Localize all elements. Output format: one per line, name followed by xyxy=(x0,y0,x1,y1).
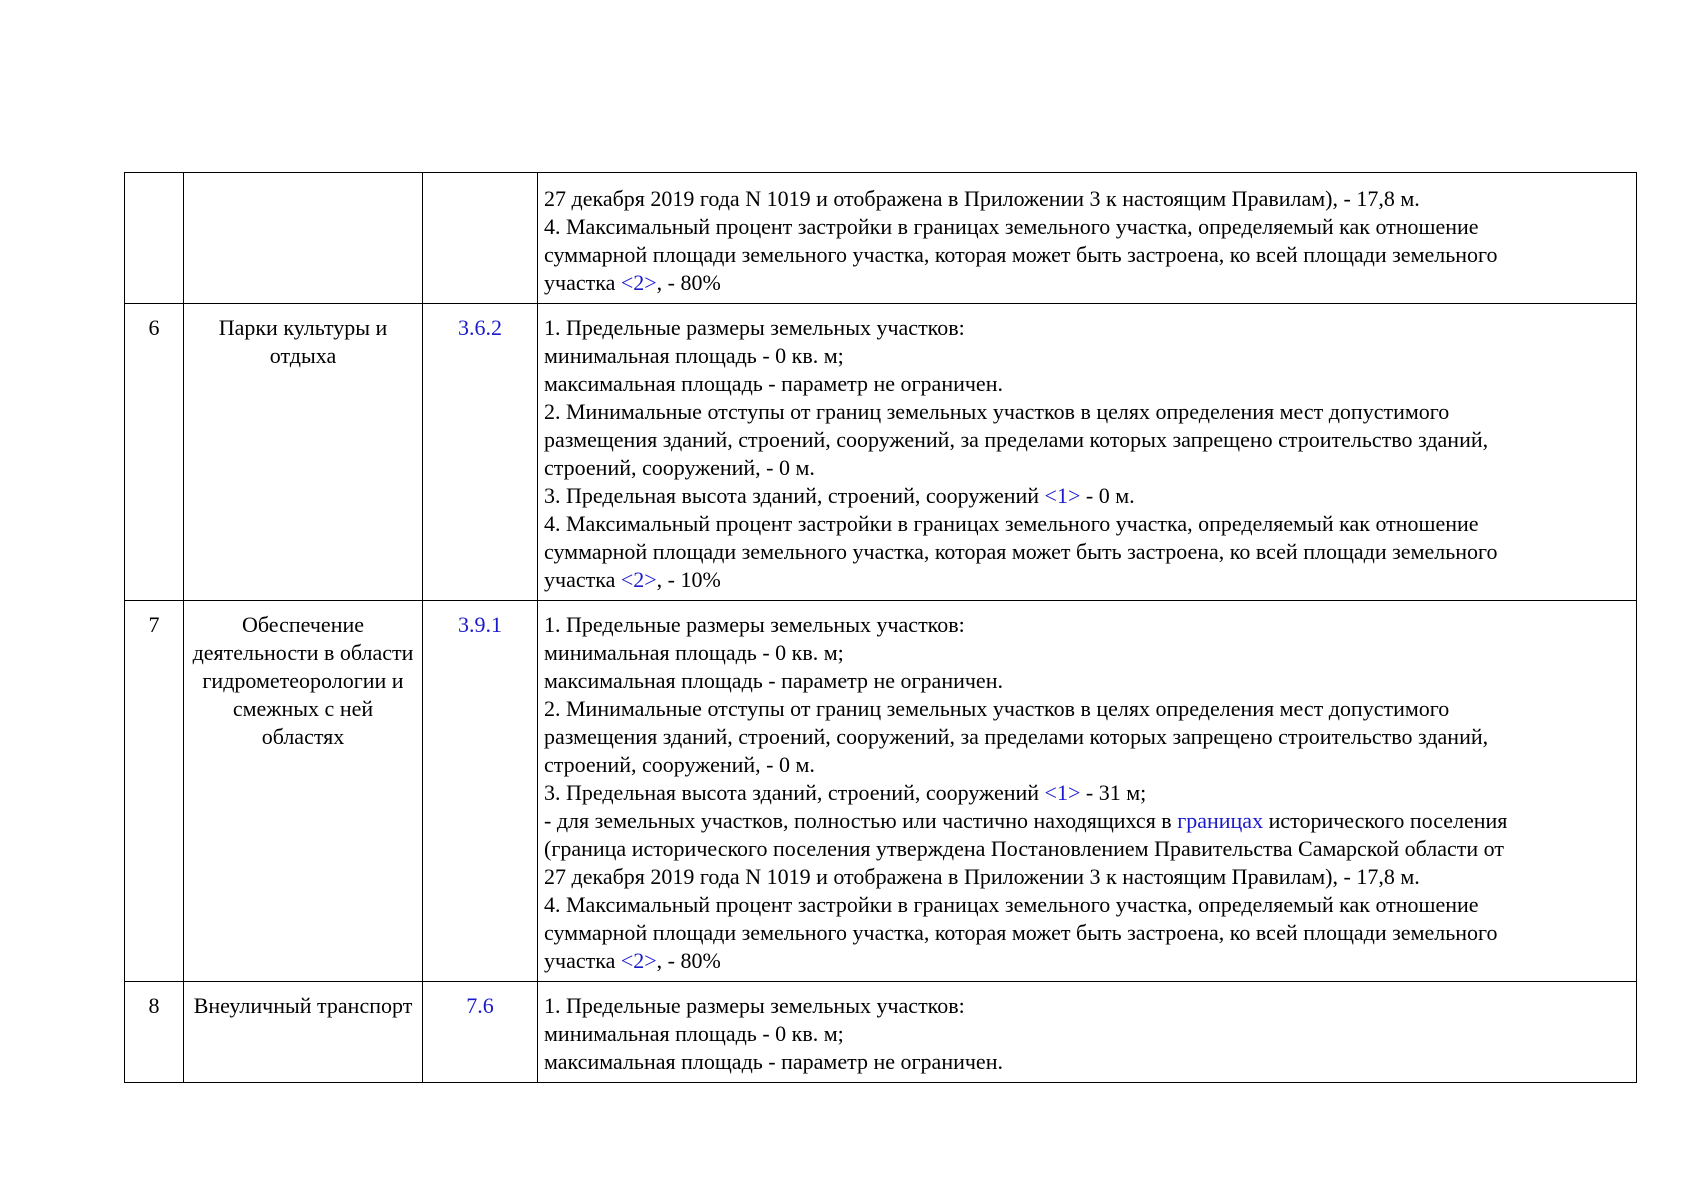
parameter-line xyxy=(544,807,1630,835)
row-number: 8 xyxy=(125,982,184,1083)
parameters-cell xyxy=(538,601,1637,982)
table-body xyxy=(125,173,1637,1083)
parameter-line: суммарной площади земельного участка, которая может быть застроена, ко всей площади земельного xyxy=(544,539,1498,564)
parameter-line xyxy=(544,566,1630,594)
parameter-line xyxy=(544,779,1630,807)
parameters-cell xyxy=(538,982,1637,1083)
line-text: 3. Предельная высота зданий, строений, сооружений xyxy=(544,780,1045,805)
parameter-line xyxy=(544,482,1630,510)
row-number: 7 xyxy=(125,601,184,982)
parameter-line: 4. Максимальный процент застройки в границах земельного участка, определяемый как отношение xyxy=(544,892,1479,917)
table-row xyxy=(125,982,1637,1083)
line-text: исторического поселения xyxy=(1263,808,1508,833)
line-text: - 31 м; xyxy=(1080,780,1147,805)
line-text: , - 10% xyxy=(656,567,721,592)
regulations-table xyxy=(124,172,1637,1083)
parameter-line: 1. Предельные размеры земельных участков: xyxy=(544,993,965,1018)
parameter-line: 27 декабря 2019 года N 1019 и отображена в Приложении 3 к настоящим Правилам), - 17,8 м. xyxy=(544,864,1420,889)
parameter-line: 2. Минимальные отступы от границ земельных участков в целях определения мест допустимого xyxy=(544,696,1450,721)
parameter-line: минимальная площадь - 0 кв. м; xyxy=(544,343,844,368)
footnote-link[interactable]: <2> xyxy=(620,948,657,973)
footnote-link[interactable]: <2> xyxy=(620,567,657,592)
use-type-name: Парки культуры и отдыха xyxy=(184,304,423,601)
parameter-line xyxy=(544,947,1630,975)
parameter-line: суммарной площади земельного участка, которая может быть застроена, ко всей площади земельного xyxy=(544,920,1498,945)
parameter-line: 27 декабря 2019 года N 1019 и отображена в Приложении 3 к настоящим Правилам), - 17,8 м. xyxy=(544,186,1420,211)
line-text: - 0 м. xyxy=(1080,483,1135,508)
use-type-code-link xyxy=(423,173,538,304)
use-type-code-link[interactable]: 3.6.2 xyxy=(423,304,538,601)
parameter-line: максимальная площадь - параметр не ограничен. xyxy=(544,371,1003,396)
use-type-name: Обеспечение деятельности в области гидрометеорологии и смежных с ней областях xyxy=(184,601,423,982)
parameter-line: суммарной площади земельного участка, которая может быть застроена, ко всей площади земельного xyxy=(544,242,1498,267)
parameter-line: размещения зданий, строений, сооружений, за пределами которых запрещено строительство зданий, xyxy=(544,724,1489,749)
parameter-line: строений, сооружений, - 0 м. xyxy=(544,752,815,777)
line-text: , - 80% xyxy=(656,948,721,973)
row-number xyxy=(125,173,184,304)
line-text: участка xyxy=(544,948,621,973)
footnote-link[interactable]: границах xyxy=(1177,808,1264,833)
parameter-line: (граница исторического поселения утверждена Постановлением Правительства Самарской области от xyxy=(544,836,1504,861)
parameter-line: 4. Максимальный процент застройки в границах земельного участка, определяемый как отношение xyxy=(544,511,1479,536)
footnote-link[interactable]: <1> xyxy=(1044,483,1081,508)
use-type-code-link[interactable]: 3.9.1 xyxy=(423,601,538,982)
use-type-code-link[interactable]: 7.6 xyxy=(423,982,538,1083)
parameter-line: 1. Предельные размеры земельных участков: xyxy=(544,315,965,340)
use-type-name: Внеуличный транспорт xyxy=(184,982,423,1083)
footnote-link[interactable]: <1> xyxy=(1044,780,1081,805)
line-text: участка xyxy=(544,270,621,295)
parameter-line: размещения зданий, строений, сооружений, за пределами которых запрещено строительство зданий, xyxy=(544,427,1489,452)
table-row xyxy=(125,173,1637,304)
parameter-line: максимальная площадь - параметр не ограничен. xyxy=(544,1049,1003,1074)
row-number: 6 xyxy=(125,304,184,601)
parameter-line: 2. Минимальные отступы от границ земельных участков в целях определения мест допустимого xyxy=(544,399,1450,424)
parameters-cell xyxy=(538,173,1637,304)
parameter-line: 4. Максимальный процент застройки в границах земельного участка, определяемый как отношение xyxy=(544,214,1479,239)
table-row xyxy=(125,601,1637,982)
line-text: - для земельных участков, полностью или частично находящихся в xyxy=(544,808,1178,833)
parameter-line xyxy=(544,269,1630,297)
line-text: , - 80% xyxy=(656,270,721,295)
line-text: участка xyxy=(544,567,621,592)
line-text: 3. Предельная высота зданий, строений, сооружений xyxy=(544,483,1045,508)
parameter-line: 1. Предельные размеры земельных участков: xyxy=(544,612,965,637)
parameter-line: минимальная площадь - 0 кв. м; xyxy=(544,1021,844,1046)
use-type-name xyxy=(184,173,423,304)
table-row xyxy=(125,304,1637,601)
parameters-cell xyxy=(538,304,1637,601)
parameter-line: максимальная площадь - параметр не ограничен. xyxy=(544,668,1003,693)
parameter-line: минимальная площадь - 0 кв. м; xyxy=(544,640,844,665)
parameter-line: строений, сооружений, - 0 м. xyxy=(544,455,815,480)
footnote-link[interactable]: <2> xyxy=(620,270,657,295)
